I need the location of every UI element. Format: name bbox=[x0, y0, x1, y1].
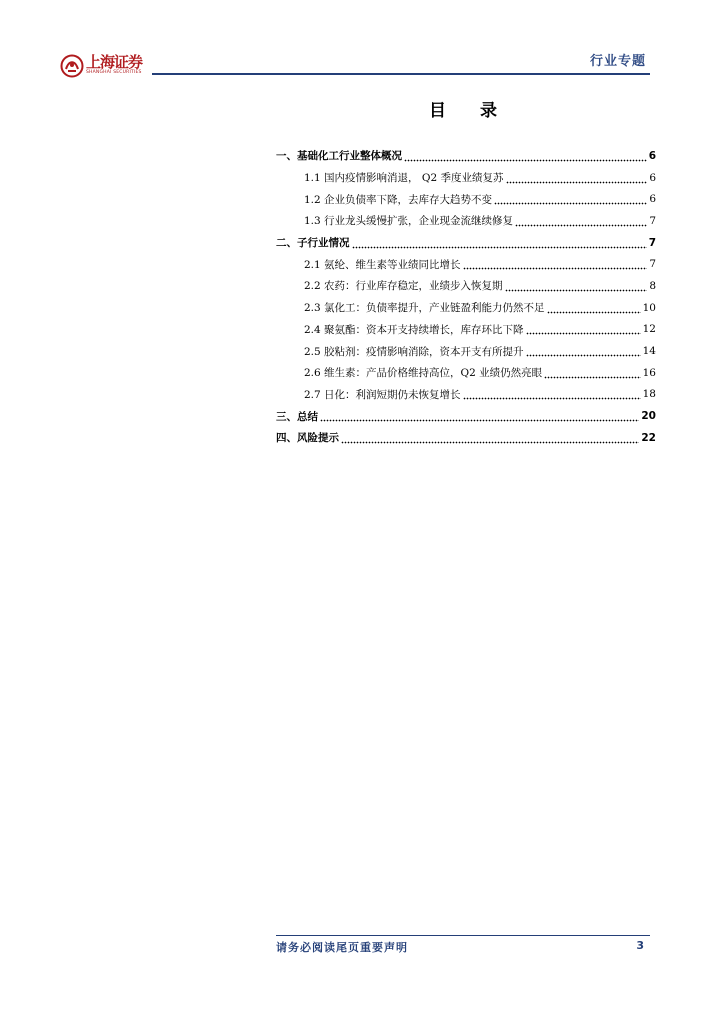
toc-entry[interactable] bbox=[276, 384, 656, 406]
logo-name-en: SHANGHAI SECURITIES bbox=[86, 70, 142, 75]
toc-dot-leader bbox=[526, 323, 641, 335]
header-divider bbox=[152, 73, 650, 75]
toc-dot-leader bbox=[352, 237, 647, 249]
toc-entry[interactable] bbox=[276, 210, 656, 232]
toc-entry-label: 2.6 维生素：产品价格维持高位，Q2 业绩仍然亮眼 bbox=[304, 367, 543, 380]
toc-entry-page: 16 bbox=[642, 366, 656, 379]
toc-entry-label: 2.1 氨纶、维生素等业绩同比增长 bbox=[304, 258, 461, 271]
toc-entry-label: 四、风险提示 bbox=[276, 432, 339, 445]
toc-dot-leader bbox=[506, 172, 648, 184]
toc-entry-label: 二、子行业情况 bbox=[276, 237, 350, 250]
toc-entry-page: 7 bbox=[648, 236, 656, 249]
toc-entry-page: 8 bbox=[649, 279, 656, 292]
toc-dot-leader bbox=[404, 150, 647, 162]
toc-entry-page: 10 bbox=[642, 301, 656, 314]
toc-entry[interactable] bbox=[276, 275, 656, 297]
toc-dot-leader bbox=[515, 215, 647, 227]
shanghai-securities-logo-icon bbox=[60, 54, 84, 78]
toc-entry[interactable] bbox=[276, 405, 656, 427]
toc-entry[interactable] bbox=[276, 362, 656, 384]
toc-dot-leader bbox=[320, 410, 639, 422]
page-number: 3 bbox=[636, 939, 644, 952]
toc-entry-label: 1.3 行业龙头缓慢扩张，企业现金流继续修复 bbox=[304, 215, 514, 228]
footer-disclaimer-note: 请务必阅读尾页重要声明 bbox=[276, 941, 408, 954]
toc-entry[interactable] bbox=[276, 167, 656, 189]
toc-entry-page: 7 bbox=[649, 214, 656, 227]
toc-entry-page: 12 bbox=[642, 323, 656, 336]
toc-entry-label: 一、基础化工行业整体概况 bbox=[276, 150, 402, 163]
toc-entry-page: 6 bbox=[648, 149, 656, 162]
page-header bbox=[0, 0, 724, 80]
toc-entry[interactable] bbox=[276, 232, 656, 254]
toc-entry[interactable] bbox=[276, 427, 656, 449]
toc-entry-label: 2.3 氯化工：负债率提升，产业链盈利能力仍然不足 bbox=[304, 302, 545, 315]
toc-dot-leader bbox=[463, 258, 648, 270]
toc-entry-label: 三、总结 bbox=[276, 410, 318, 423]
toc-dot-leader bbox=[505, 280, 648, 292]
toc-entry-page: 20 bbox=[641, 410, 656, 423]
toc-entry-label: 2.7 日化：利润短期仍未恢复增长 bbox=[304, 388, 461, 401]
toc-entry-page: 7 bbox=[649, 258, 656, 271]
toc-entry[interactable] bbox=[276, 319, 656, 341]
toc-entry-label: 1.1 国内疫情影响消退， Q2 季度业绩复苏 bbox=[304, 172, 504, 185]
toc-entry[interactable] bbox=[276, 340, 656, 362]
toc-dot-leader bbox=[526, 345, 641, 357]
toc-title: 目 录 bbox=[429, 101, 511, 121]
toc-entry-label: 2.5 胶粘剂：疫情影响消除，资本开支有所提升 bbox=[304, 345, 524, 358]
report-category: 行业专题 bbox=[589, 54, 646, 69]
toc-entry[interactable] bbox=[276, 297, 656, 319]
company-logo bbox=[60, 54, 152, 78]
toc-dot-leader bbox=[494, 193, 647, 205]
toc-entry-label: 1.2 企业负债率下降，去库存大趋势不变 bbox=[304, 193, 493, 206]
toc-dot-leader bbox=[544, 367, 640, 379]
toc-entry-label: 2.4 聚氨酯：资本开支持续增长，库存环比下降 bbox=[304, 323, 524, 336]
toc-entry-page: 18 bbox=[642, 388, 656, 401]
toc-entry[interactable] bbox=[276, 188, 656, 210]
footer-divider bbox=[276, 935, 650, 936]
toc-entry-page: 22 bbox=[641, 431, 656, 444]
toc-entry-page: 6 bbox=[649, 193, 656, 206]
toc-entry[interactable] bbox=[276, 145, 656, 167]
table-of-contents bbox=[276, 145, 656, 449]
toc-dot-leader bbox=[341, 432, 639, 444]
toc-entry-page: 14 bbox=[642, 345, 656, 358]
toc-entry-page: 6 bbox=[649, 171, 656, 184]
toc-dot-leader bbox=[547, 302, 641, 314]
toc-entry-label: 2.2 农药：行业库存稳定，业绩步入恢复期 bbox=[304, 280, 503, 293]
logo-name-cn: 上海证券 bbox=[86, 53, 143, 71]
toc-entry[interactable] bbox=[276, 253, 656, 275]
toc-dot-leader bbox=[463, 388, 641, 400]
